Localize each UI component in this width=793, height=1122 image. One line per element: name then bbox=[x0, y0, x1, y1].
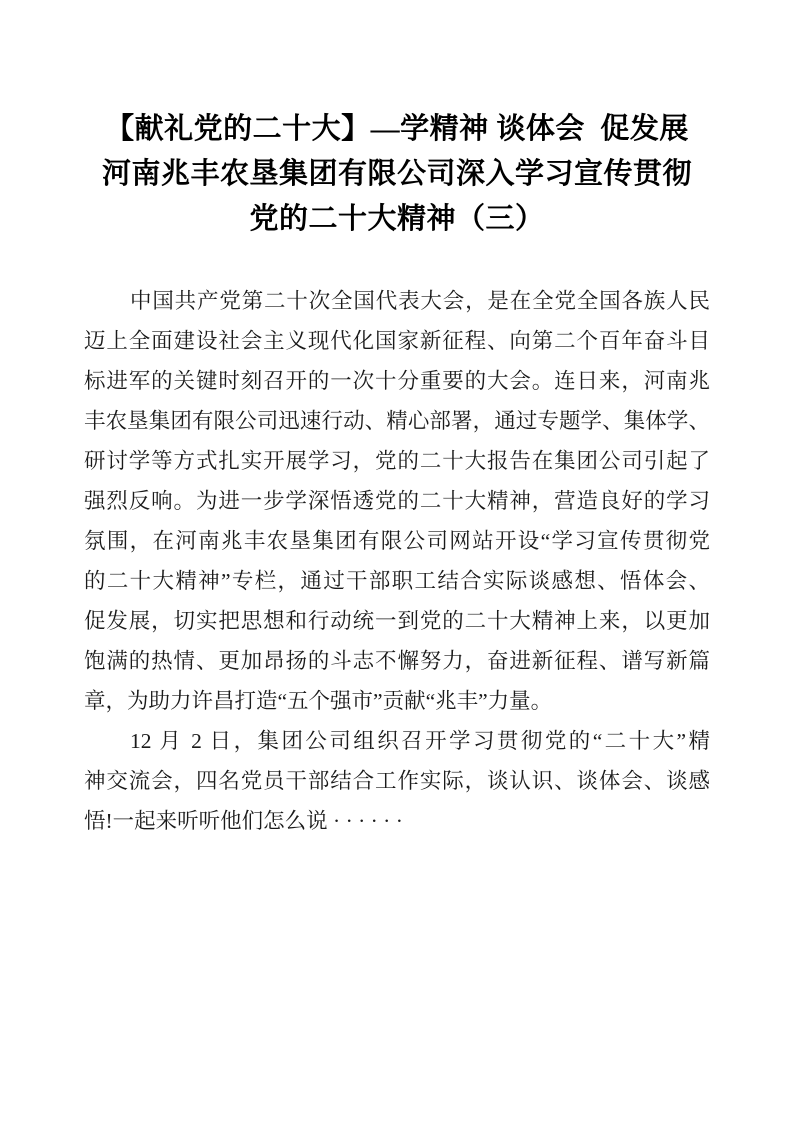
body-line: 迈上全面建设社会主义现代化国家新征程、向第二个百年奋斗目 bbox=[84, 329, 710, 353]
body-line: 悟!一起来听听他们怎么说 · · · · · · bbox=[84, 809, 403, 833]
body-line: 标进军的关键时刻召开的一次十分重要的大会。连日来，河南兆 bbox=[84, 369, 710, 393]
title-line-3: 党的二十大精神（三） bbox=[249, 203, 545, 235]
body-line: 研讨学等方式扎实开展学习，党的二十大报告在集团公司引起了 bbox=[84, 449, 710, 473]
body-line: 章，为助力许昌打造“五个强市”贡献“兆丰”力量。 bbox=[84, 689, 553, 713]
body-line: 强烈反响。为进一步学深悟透党的二十大精神，营造良好的学习 bbox=[84, 489, 710, 513]
body-line: 促发展，切实把思想和行动统一到党的二十大精神上来，以更加 bbox=[84, 609, 710, 633]
paragraph-1 bbox=[84, 281, 710, 721]
article-body bbox=[84, 281, 710, 841]
body-line: 的二十大精神”专栏，通过干部职工结合实际谈感想、悟体会、 bbox=[84, 569, 710, 593]
body-line: 12 月 2 日，集团公司组织召开学习贯彻党的“二十大”精 bbox=[130, 729, 710, 753]
body-line: 神交流会，四名党员干部结合工作实际，谈认识、谈体会、谈感 bbox=[84, 769, 710, 793]
body-line: 中国共产党第二十次全国代表大会，是在全党全国各族人民 bbox=[130, 289, 710, 313]
body-line: 丰农垦集团有限公司迅速行动、精心部署，通过专题学、集体学、 bbox=[84, 409, 710, 433]
body-line: 饱满的热情、更加昂扬的斗志不懈努力，奋进新征程、谱写新篇 bbox=[84, 649, 710, 673]
title-line-1: 【献礼党的二十大】—学精神 谈体会 促发展 bbox=[105, 113, 689, 145]
body-line: 氛围，在河南兆丰农垦集团有限公司网站开设“学习宣传贯彻党 bbox=[84, 529, 710, 553]
document-title bbox=[84, 107, 710, 242]
paragraph-2 bbox=[84, 721, 710, 841]
title-line-2: 河南兆丰农垦集团有限公司深入学习宣传贯彻 bbox=[101, 158, 692, 190]
